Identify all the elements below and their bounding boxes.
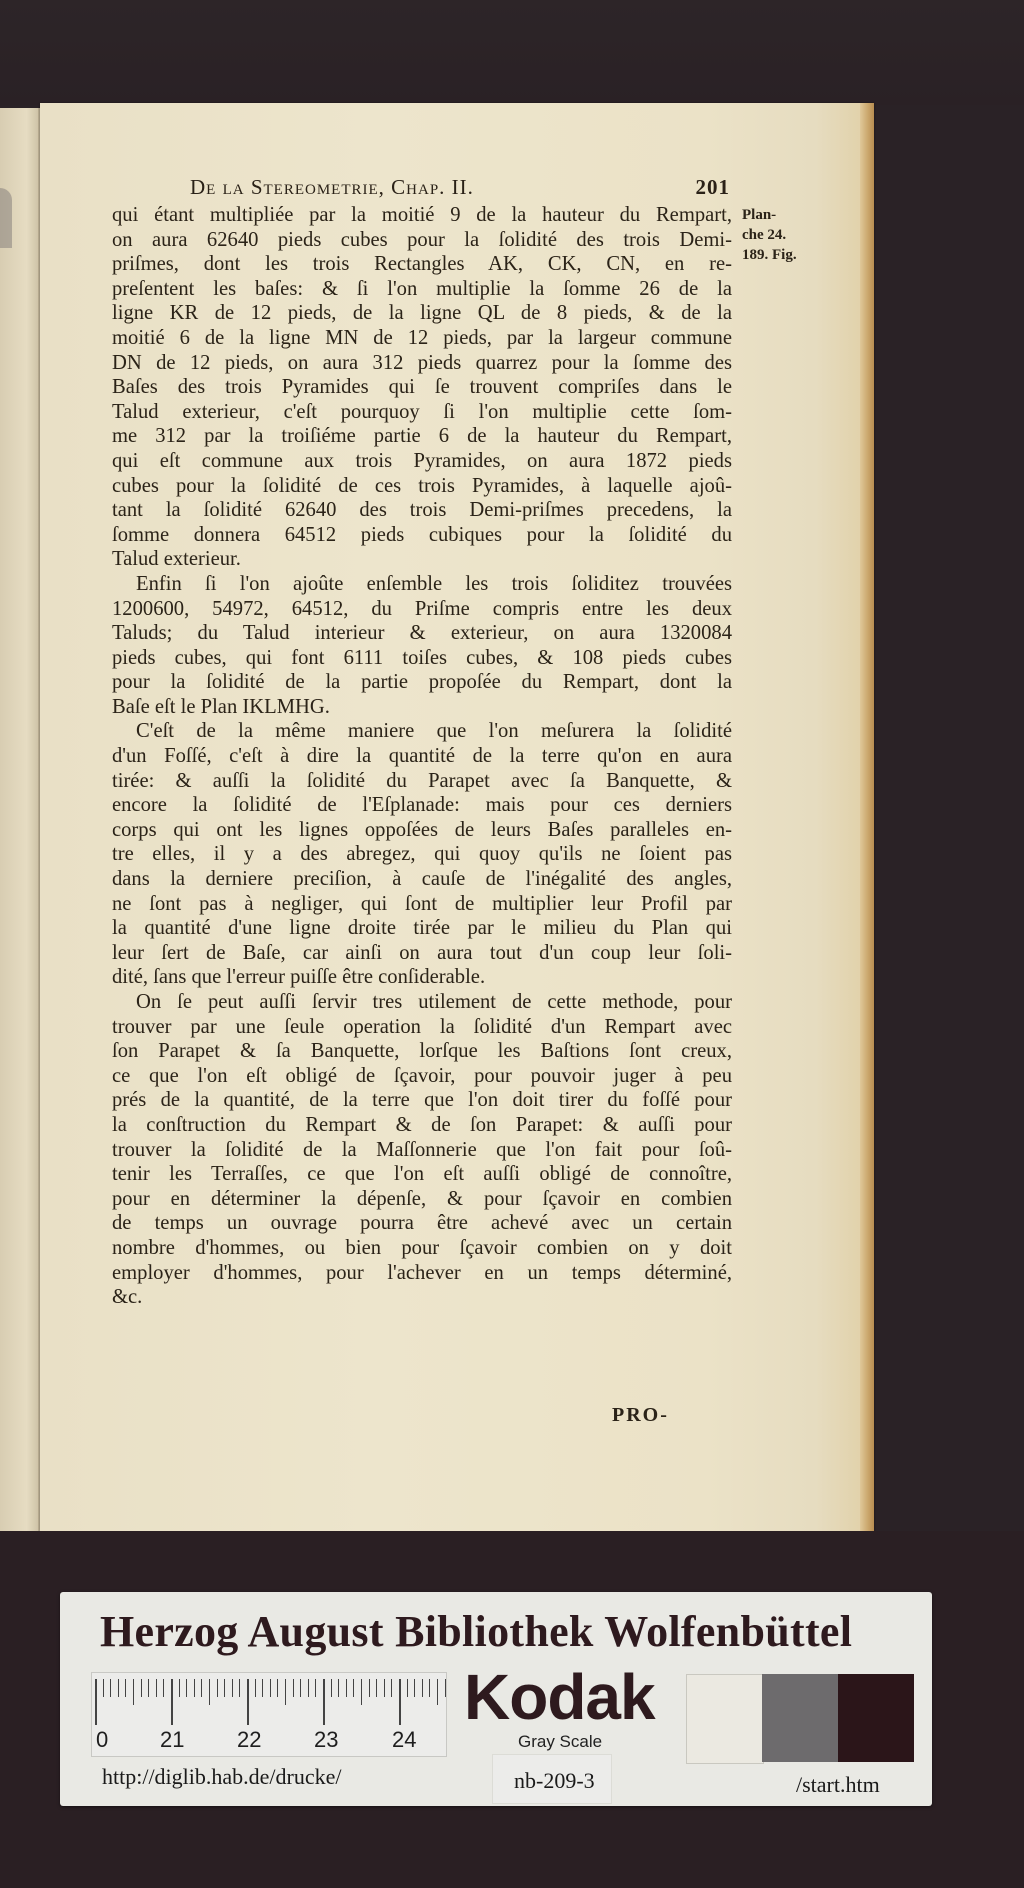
gray-swatch-black bbox=[838, 1674, 914, 1762]
text-line: priſmes, dont les trois Rectangles AK, CK, CN, en re- bbox=[112, 253, 732, 276]
ruler-tick bbox=[407, 1679, 408, 1697]
text-line: dité, ſans que l'erreur puiſſe être conſiderable. bbox=[112, 966, 486, 989]
ruler-tick bbox=[384, 1679, 385, 1697]
ruler-tick bbox=[369, 1679, 370, 1697]
library-url: http://diglib.hab.de/drucke/ bbox=[102, 1764, 342, 1789]
ruler-tick bbox=[262, 1679, 263, 1697]
running-head-title: De la Stereometrie, Chap. II. bbox=[190, 175, 474, 199]
body-text bbox=[112, 203, 732, 1310]
text-line: d'un Foſſé, c'eſt à dire la quantité de la terre qu'on en aura bbox=[112, 745, 732, 768]
measurement-ruler bbox=[91, 1672, 447, 1757]
ruler-tick bbox=[103, 1679, 104, 1697]
ruler-tick bbox=[376, 1679, 377, 1697]
ruler-tick bbox=[247, 1679, 249, 1725]
gray-swatch-white bbox=[686, 1674, 764, 1764]
ruler-tick bbox=[133, 1679, 134, 1705]
text-line: &c. bbox=[112, 1286, 143, 1309]
ruler-tick bbox=[179, 1679, 180, 1697]
margin-note-line: Plan- bbox=[742, 207, 777, 223]
ruler-tick bbox=[414, 1679, 415, 1697]
paragraph bbox=[112, 990, 732, 1310]
ruler-tick bbox=[429, 1679, 430, 1697]
text-line: prés de la quantité, de la terre que l'on doit tirer du foſſé pour bbox=[112, 1089, 732, 1112]
ruler-tick bbox=[270, 1679, 271, 1697]
text-line: encore la ſolidité de l'Eſplanade: mais pour ces derniers bbox=[112, 794, 732, 817]
ruler-tick bbox=[163, 1679, 164, 1697]
text-line: trouver par une ſeule operation la ſolidité d'un Rempart avec bbox=[112, 1015, 732, 1038]
ruler-tick bbox=[194, 1679, 195, 1697]
text-line: ſomme donnera 64512 pieds cubiques pour la ſolidité du bbox=[112, 523, 732, 546]
ruler-tick bbox=[156, 1679, 157, 1697]
text-line: cubes pour la ſolidité de ces trois Pyramides, à laquelle ajoû- bbox=[112, 474, 732, 497]
ruler-tick bbox=[293, 1679, 294, 1697]
text-line: Taluds; du Talud interieur & exterieur, on aura 1320084 bbox=[112, 622, 732, 645]
text-line: leur ſert de Baſe, car ainſi on aura tout d'un coup leur ſoli- bbox=[112, 941, 732, 964]
margin-note-line: che 24. bbox=[742, 227, 787, 243]
gray-scale-label: Gray Scale bbox=[518, 1732, 603, 1751]
text-line: preſentent les baſes: & ſi l'on multiplie la ſomme 26 de la bbox=[112, 277, 732, 300]
text-line: pour la ſolidité de la partie propoſée du Rempart, dont la bbox=[112, 671, 732, 694]
text-line: de temps un ouvrage pourra être achevé avec un certain bbox=[112, 1212, 732, 1235]
text-line: la quantité d'une ligne droite tirée par le milieu du Plan qui bbox=[112, 917, 732, 940]
text-line: ſon Parapet & ſa Banquette, lorſque les Baſtions ſont creux, bbox=[112, 1040, 732, 1063]
text-line: nombre d'hommes, ou bien pour ſçavoir combien on y doit bbox=[112, 1236, 732, 1259]
text-line: Talud exterieur, c'eſt pourquoy ſi l'on multiplie cette ſom- bbox=[112, 400, 732, 423]
text-line: Enfin ſi l'on ajoûte enſemble les trois ſoliditez trouvées bbox=[136, 572, 732, 595]
color-target-card bbox=[60, 1592, 932, 1806]
ruler-tick bbox=[308, 1679, 309, 1697]
book-page bbox=[40, 103, 874, 1531]
ruler-tick bbox=[445, 1679, 446, 1697]
text-line: me 312 par la troiſiéme partie 6 de la hauteur du Rempart, bbox=[112, 425, 732, 448]
text-line: la conſtruction du Rempart & de ſon Parapet: & auſſi pour bbox=[112, 1113, 732, 1136]
text-line: ne ſont pas à negliger, qui ſont de multiplier leur Profil par bbox=[112, 892, 732, 915]
text-line: DN de 12 pieds, on aura 312 pieds quarrez pour la ſomme des bbox=[112, 351, 732, 374]
text-line: qui étant multipliée par la moitié 9 de la hauteur du Rempart, bbox=[112, 204, 732, 226]
ruler-tick bbox=[148, 1679, 149, 1697]
ruler-tick bbox=[399, 1679, 401, 1725]
text-line: 1200600, 54972, 64512, du Priſme compris entre les deux bbox=[112, 597, 732, 620]
margin-note-line: 189. Fig. bbox=[742, 247, 797, 263]
text-line: tirée: & auſſi la ſolidité du Parapet avec ſa Banquette, & bbox=[112, 769, 732, 792]
ruler-tick bbox=[323, 1679, 325, 1725]
scan-background-top bbox=[0, 0, 1024, 105]
ruler-tick bbox=[171, 1679, 173, 1725]
text-line: moitié 6 de la ligne MN de 12 pieds, par la largeur commune bbox=[112, 326, 732, 349]
text-line: On ſe peut auſſi ſervir tres utilement de cette methode, pour bbox=[136, 991, 732, 1013]
ruler-tick bbox=[232, 1679, 233, 1697]
text-line: pour en déterminer la dépenſe, & pour ſçavoir en combien bbox=[112, 1187, 732, 1210]
text-line: corps qui ont les lignes oppoſées de leurs Baſes paralleles en- bbox=[112, 818, 732, 841]
ruler-tick bbox=[209, 1679, 210, 1705]
margin-note bbox=[742, 205, 802, 265]
paragraph bbox=[112, 719, 732, 990]
ruler-label: 22 bbox=[237, 1727, 262, 1752]
text-line: ligne KR de 12 pieds, de la ligne QL de 8 pieds, & de la bbox=[112, 302, 732, 325]
facing-page-corner bbox=[0, 188, 12, 248]
ruler-label: 23 bbox=[314, 1727, 339, 1752]
ruler-tick bbox=[110, 1679, 111, 1697]
catchword: PRO- bbox=[612, 1404, 669, 1426]
text-line: qui eſt commune aux trois Pyramides, on aura 1872 pieds bbox=[112, 449, 732, 472]
ruler-tick bbox=[255, 1679, 256, 1697]
text-line: dans la derniere preciſion, à cauſe de l'inégalité des angles, bbox=[112, 868, 732, 891]
ruler-tick bbox=[224, 1679, 225, 1697]
ruler-tick bbox=[300, 1679, 301, 1697]
ruler-tick bbox=[285, 1679, 286, 1705]
ruler-tick bbox=[331, 1679, 332, 1697]
paragraph bbox=[112, 203, 732, 572]
text-line: Baſes des trois Pyramides qui ſe trouvent compriſes dans le bbox=[112, 376, 732, 399]
gray-swatch-mid bbox=[762, 1674, 838, 1762]
ruler-label: 24 bbox=[392, 1727, 417, 1752]
paragraph bbox=[112, 572, 732, 720]
ruler-tick bbox=[186, 1679, 187, 1697]
ruler-tick bbox=[353, 1679, 354, 1697]
ruler-tick bbox=[361, 1679, 362, 1705]
text-line: pieds cubes, qui font 6111 toiſes cubes, & 108 pieds cubes bbox=[112, 646, 732, 669]
text-line: trouver la ſolidité de la Maſſonnerie que l'on fait pour ſoû- bbox=[112, 1138, 732, 1161]
ruler-tick bbox=[391, 1679, 392, 1697]
ruler-label: 0 bbox=[96, 1727, 109, 1752]
ruler-tick bbox=[338, 1679, 339, 1697]
ruler-tick bbox=[217, 1679, 218, 1697]
text-line: Talud exterieur. bbox=[112, 548, 241, 571]
text-line: employer d'hommes, pour l'achever en un temps déterminé, bbox=[112, 1261, 732, 1284]
running-head bbox=[190, 175, 730, 201]
page-fore-edge bbox=[860, 103, 874, 1531]
ruler-tick bbox=[437, 1679, 438, 1705]
ruler-tick bbox=[239, 1679, 240, 1697]
ruler-tick bbox=[141, 1679, 142, 1697]
text-line: ce que l'on eſt obligé de ſçavoir, pour pouvoir juger à peu bbox=[112, 1064, 732, 1087]
ruler-tick bbox=[125, 1679, 126, 1697]
text-line: C'eſt de la même maniere que l'on meſurera la ſolidité bbox=[136, 720, 732, 743]
ruler-tick bbox=[422, 1679, 423, 1697]
text-line: tenir les Terraſſes, ce que l'on eſt auſſi obligé de connoître, bbox=[112, 1163, 732, 1186]
ruler-label: 21 bbox=[160, 1727, 185, 1752]
ruler-tick bbox=[277, 1679, 278, 1697]
ruler-tick bbox=[315, 1679, 316, 1697]
ruler-tick bbox=[201, 1679, 202, 1697]
text-line: tant la ſolidité 62640 des trois Demi-priſmes precedens, la bbox=[112, 499, 732, 522]
ruler-tick bbox=[118, 1679, 119, 1697]
ruler-tick bbox=[95, 1679, 97, 1725]
library-url-suffix: /start.htm bbox=[796, 1772, 880, 1797]
ruler-tick bbox=[346, 1679, 347, 1697]
institution-name: Herzog August Bibliothek Wolfenbüttel bbox=[100, 1607, 853, 1656]
text-line: Baſe eſt le Plan IKLMHG. bbox=[112, 695, 330, 718]
shelfmark: nb-209-3 bbox=[514, 1768, 595, 1793]
facing-page-edge bbox=[0, 108, 40, 1533]
text-line: tre elles, il y a des abregez, qui quoy qu'ils ne ſoient pas bbox=[112, 843, 732, 866]
text-line: on aura 62640 pieds cubes pour la ſolidité des trois Demi- bbox=[112, 228, 732, 251]
kodak-logo: Kodak bbox=[464, 1661, 655, 1733]
page-number: 201 bbox=[695, 175, 730, 199]
